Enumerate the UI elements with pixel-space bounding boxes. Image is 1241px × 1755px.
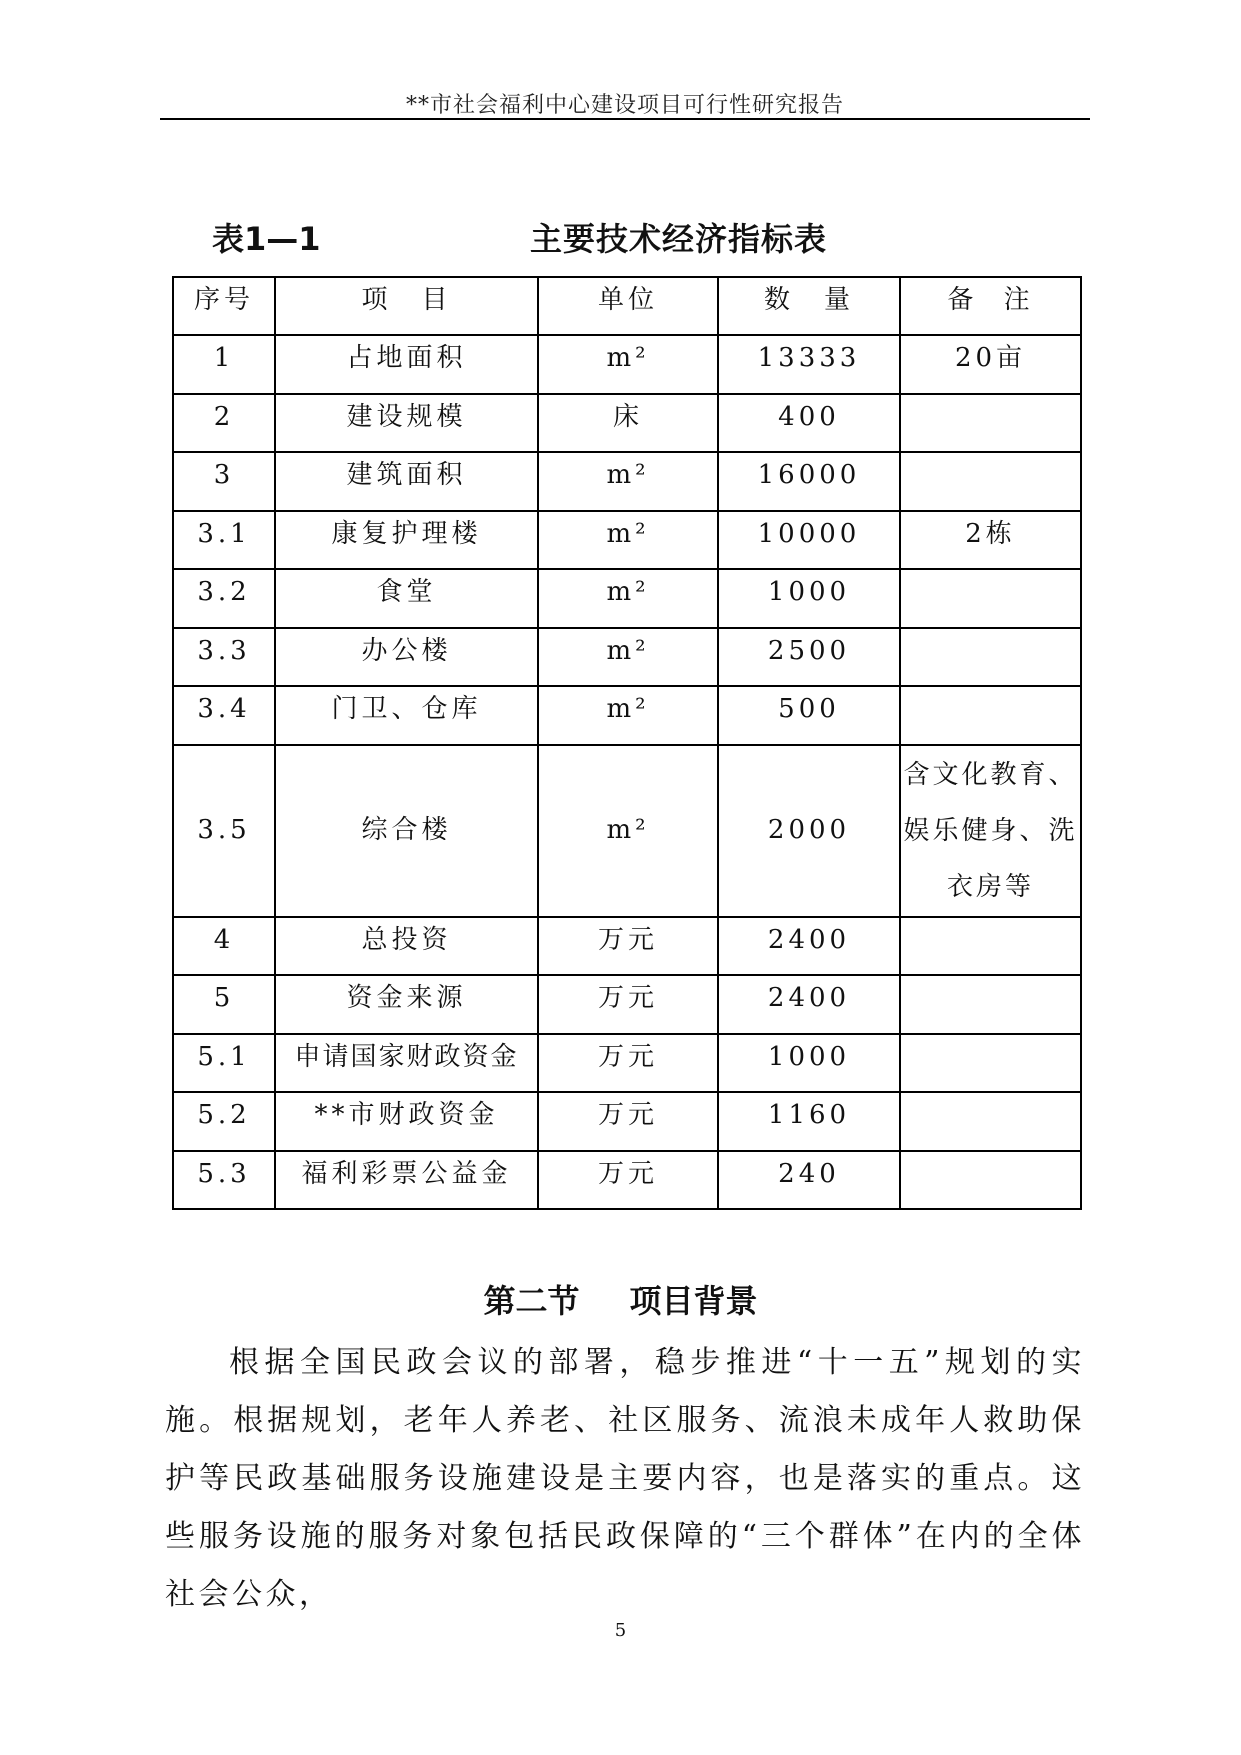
table-caption-title: 主要技术经济指标表: [530, 220, 828, 258]
section-heading: [0, 1276, 1241, 1322]
cell-qty: 1160: [718, 1092, 900, 1151]
cell-qty: 400: [718, 394, 900, 452]
col-header-no: 序号: [173, 277, 275, 335]
cell-no: 5.1: [173, 1034, 275, 1092]
cell-note: [900, 569, 1081, 628]
cell-qty: 2000: [718, 745, 900, 917]
cell-item: 康复护理楼: [275, 511, 538, 569]
cell-no: 3.2: [173, 569, 275, 628]
cell-no: 3.5: [173, 745, 275, 917]
cell-note: [900, 1092, 1081, 1151]
col-header-unit: 单位: [538, 277, 718, 335]
table-row: [173, 452, 1081, 511]
cell-unit: m²: [538, 511, 718, 569]
table-row: [173, 745, 1081, 917]
cell-no: 5: [173, 975, 275, 1034]
cell-unit: m²: [538, 745, 718, 917]
cell-note: [900, 975, 1081, 1034]
cell-unit: 万元: [538, 975, 718, 1034]
cell-item: 申请国家财政资金: [275, 1034, 538, 1092]
cell-no: 4: [173, 917, 275, 975]
table-row: [173, 1034, 1081, 1092]
page-number: 5: [614, 1620, 627, 1641]
cell-item: 综合楼: [275, 745, 538, 917]
cell-qty: 2400: [718, 917, 900, 975]
cell-qty: 240: [718, 1151, 900, 1209]
header-rule: [160, 118, 1090, 120]
col-header-note: 备 注: [900, 277, 1081, 335]
cell-note: 20亩: [900, 335, 1081, 394]
cell-item: 总投资: [275, 917, 538, 975]
cell-unit: 万元: [538, 917, 718, 975]
cell-unit: m²: [538, 628, 718, 686]
cell-unit: 万元: [538, 1092, 718, 1151]
cell-item: 门卫、仓库: [275, 686, 538, 745]
table-row: [173, 975, 1081, 1034]
cell-note: [900, 1151, 1081, 1209]
cell-qty: 2500: [718, 628, 900, 686]
col-header-qty: 数 量: [718, 277, 900, 335]
cell-no: 3: [173, 452, 275, 511]
cell-qty: 2400: [718, 975, 900, 1034]
cell-no: 5.2: [173, 1092, 275, 1151]
cell-qty: 16000: [718, 452, 900, 511]
cell-unit: m²: [538, 686, 718, 745]
cell-note: [900, 394, 1081, 452]
cell-qty: 10000: [718, 511, 900, 569]
cell-note: [900, 452, 1081, 511]
cell-note: [900, 745, 1081, 917]
table-row: [173, 917, 1081, 975]
cell-qty: 1000: [718, 569, 900, 628]
cell-unit: m²: [538, 452, 718, 511]
cell-no: 5.3: [173, 1151, 275, 1209]
cell-item: 占地面积: [275, 335, 538, 394]
cell-item: **市财政资金: [275, 1092, 538, 1151]
cell-note: [900, 917, 1081, 975]
section-title: 项目背景: [629, 1282, 758, 1320]
table-row: [173, 628, 1081, 686]
cell-qty: 500: [718, 686, 900, 745]
table-row: [173, 569, 1081, 628]
cell-note: [900, 628, 1081, 686]
table-header-row: [173, 277, 1081, 335]
cell-note-line: 含文化教育、: [903, 760, 1078, 790]
body-paragraph: 根据全国民政会议的部署，稳步推进“十一五”规划的实施。根据规划，老年人养老、社区服务、流浪未成年人救助保护等民政基础服务设施建设是主要内容，也是落实的重点。这些服务设施的服务对象包括民政保障的“三个群体”在内的全体社会公众，: [165, 1345, 1085, 1612]
indicators-table: [172, 276, 1082, 1210]
table-row: [173, 1092, 1081, 1151]
cell-item: 建设规模: [275, 394, 538, 452]
table-row: [173, 335, 1081, 394]
cell-note: [900, 1034, 1081, 1092]
cell-item: 办公楼: [275, 628, 538, 686]
cell-note: [900, 686, 1081, 745]
cell-item: 建筑面积: [275, 452, 538, 511]
cell-no: 1: [173, 335, 275, 394]
cell-qty: 13333: [718, 335, 900, 394]
cell-note: 2栋: [900, 511, 1081, 569]
cell-no: 3.3: [173, 628, 275, 686]
table-row: [173, 511, 1081, 569]
cell-note-line: 娱乐健身、洗: [903, 816, 1078, 846]
table-caption-label: 表1—1: [212, 220, 321, 258]
cell-unit: 万元: [538, 1151, 718, 1209]
cell-unit: m²: [538, 335, 718, 394]
cell-no: 3.1: [173, 511, 275, 569]
cell-no: 3.4: [173, 686, 275, 745]
cell-unit: 万元: [538, 1034, 718, 1092]
cell-note-line: 衣房等: [946, 872, 1034, 902]
table-row: [173, 394, 1081, 452]
section-number: 第二节: [483, 1282, 580, 1320]
cell-unit: 床: [538, 394, 718, 452]
cell-no: 2: [173, 394, 275, 452]
cell-item: 福利彩票公益金: [275, 1151, 538, 1209]
col-header-item: 项 目: [275, 277, 538, 335]
running-header: **市社会福利中心建设项目可行性研究报告: [405, 93, 844, 118]
table-row: [173, 1151, 1081, 1209]
cell-unit: m²: [538, 569, 718, 628]
cell-item: 食堂: [275, 569, 538, 628]
cell-item: 资金来源: [275, 975, 538, 1034]
table-row: [173, 686, 1081, 745]
cell-qty: 1000: [718, 1034, 900, 1092]
